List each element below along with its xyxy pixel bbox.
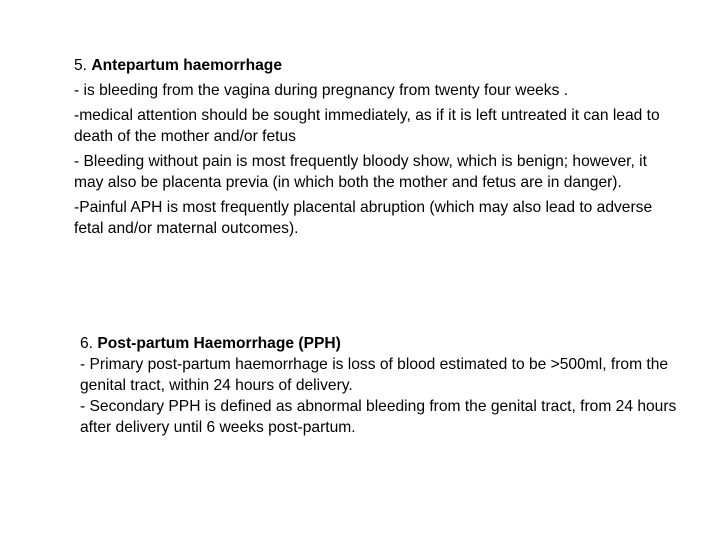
point-secondary-pph: - Secondary PPH is defined as abnormal bleeding from the genital tract, from 24 hours after delivery until 6 weeks post-partum. — [80, 398, 677, 436]
point-painful-aph: -Painful APH is most frequently placental abruption (which may also lead to adverse fetal and/or maternal outcomes). — [74, 199, 653, 237]
section-heading — [80, 333, 680, 354]
point-primary-pph: - Primary post-partum haemorrhage is loss of blood estimated to be >500ml, from the genital tract, within 24 hours of delivery. — [80, 356, 669, 394]
section-title: Antepartum haemorrhage — [91, 57, 282, 74]
section-title: Post-partum Haemorrhage (PPH) — [97, 335, 341, 352]
section-postpartum — [80, 333, 680, 438]
point-painless-bleeding: - Bleeding without pain is most frequently bloody show, which is benign; however, it may also be placenta previa (in which both the mother and fetus are in danger). — [74, 153, 647, 191]
point-definition: - is bleeding from the vagina during pregnancy from twenty four weeks . — [74, 82, 569, 99]
section-heading — [74, 55, 674, 76]
section-number: 5. — [74, 57, 88, 74]
point-medical-attention: -medical attention should be sought immediately, as if it is left untreated it can lead to death of the mother and/or fetus — [74, 107, 660, 145]
section-number: 6. — [80, 335, 94, 352]
section-antepartum — [74, 55, 674, 243]
